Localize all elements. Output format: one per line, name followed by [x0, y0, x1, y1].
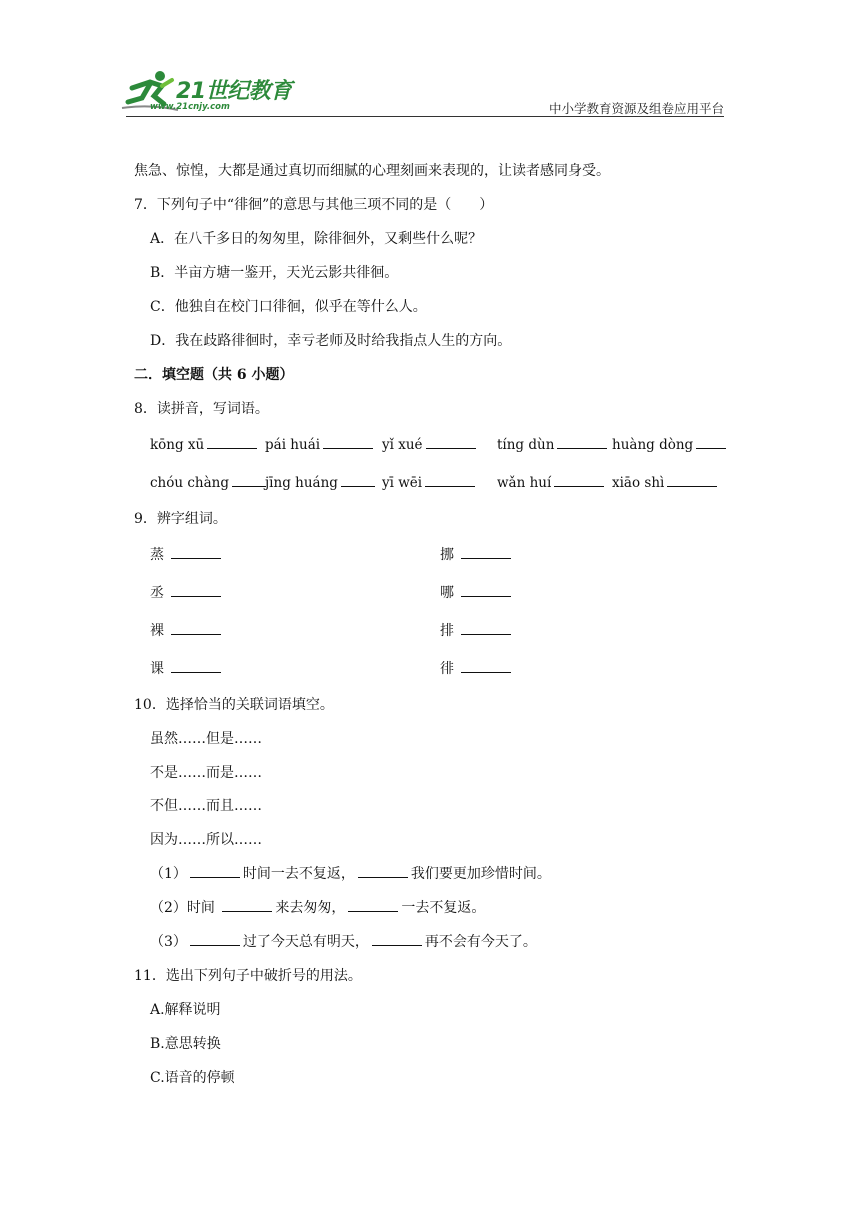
section-title: 二．填空题（共 6 小题）	[134, 367, 294, 383]
pinyin: jīng huáng	[265, 475, 338, 491]
conjunction-pair: 不但……而且……	[150, 798, 262, 814]
pinyin-item	[382, 436, 479, 454]
q9-char-item	[440, 622, 514, 640]
conjunction-pair: 不是……而是……	[150, 765, 262, 781]
pinyin-item	[612, 474, 720, 492]
q9-char: 挪	[440, 547, 454, 563]
q9-char-item	[440, 584, 514, 602]
q9-char: 裸	[150, 623, 164, 639]
q9-char: 课	[150, 661, 164, 677]
q8-stem: 8．读拼音，写词语。	[134, 401, 269, 417]
q9-char: 排	[440, 623, 454, 639]
q9-stem: 9．辨字组词。	[134, 511, 227, 527]
pinyin-item	[497, 474, 607, 492]
answer-blank[interactable]	[696, 436, 726, 449]
pinyin: xiāo shì	[612, 475, 665, 491]
pinyin: yī wēi	[382, 475, 423, 491]
answer-blank[interactable]	[171, 622, 221, 635]
q9-char: 丞	[150, 585, 164, 601]
q7-option-d: D．我在歧路徘徊时，幸亏老师及时给我指点人生的方向。	[150, 333, 512, 349]
pinyin-item	[382, 474, 478, 492]
answer-blank[interactable]	[358, 865, 408, 878]
platform-name: 中小学教育资源及组卷应用平台	[548, 101, 724, 116]
item-number: （2）时间	[150, 900, 220, 916]
pinyin: pái huái	[265, 437, 321, 453]
answer-blank[interactable]	[190, 933, 240, 946]
q10-item-2	[150, 899, 485, 917]
header-divider	[126, 116, 724, 117]
answer-blank[interactable]	[341, 474, 375, 487]
q11-option-b: B.意思转换	[150, 1036, 221, 1052]
answer-blank[interactable]	[348, 899, 398, 912]
q11-option-c: C.语音的停顿	[150, 1070, 235, 1086]
q7-option-a: A．在八千多日的匆匆里，除徘徊外，又剩些什么呢？	[150, 231, 483, 247]
answer-blank[interactable]	[557, 436, 607, 449]
conjunction-pair: 因为……所以……	[150, 832, 262, 848]
answer-blank[interactable]	[461, 546, 511, 559]
answer-blank[interactable]	[232, 474, 266, 487]
item-text: 来去匆匆，	[275, 900, 346, 916]
pinyin-item	[150, 436, 260, 454]
q10-stem: 10．选择恰当的关联词语填空。	[134, 697, 334, 713]
answer-blank[interactable]	[426, 436, 476, 449]
pinyin-item	[265, 474, 378, 492]
logo-title: 21世纪教育	[176, 79, 292, 104]
pinyin: tíng dùn	[497, 437, 555, 453]
item-number: （1）	[150, 866, 187, 882]
item-text: 过了今天总有明天，	[242, 934, 369, 950]
answer-blank[interactable]	[461, 584, 511, 597]
pinyin-item	[497, 436, 610, 454]
conjunction-pair: 虽然……但是……	[150, 731, 262, 747]
item-text: 一去不复返。	[401, 900, 486, 916]
q9-char: 徘	[440, 661, 454, 677]
answer-blank[interactable]	[171, 584, 221, 597]
answer-blank[interactable]	[171, 660, 221, 673]
q9-char-item	[440, 660, 514, 678]
site-logo	[120, 68, 295, 118]
item-text: 我们要更加珍惜时间。	[410, 866, 551, 882]
q11-option-a: A.解释说明	[150, 1002, 221, 1018]
q9-char: 蒸	[150, 547, 164, 563]
answer-blank[interactable]	[461, 660, 511, 673]
pinyin-item	[612, 436, 729, 454]
q7-option-b: B．半亩方塘一鉴开，天光云影共徘徊。	[150, 265, 399, 281]
q11-stem: 11．选出下列句子中破折号的用法。	[134, 968, 362, 984]
q10-item-3	[150, 933, 537, 951]
intro-line: 焦急、惊惶，大都是通过真切而细腻的心理刻画来表现的，让读者感同身受。	[134, 163, 610, 179]
q10-item-1	[150, 865, 551, 883]
item-text: 时间一去不复返，	[242, 866, 355, 882]
answer-blank[interactable]	[190, 865, 240, 878]
pinyin: kōng xū	[150, 437, 205, 453]
answer-blank[interactable]	[425, 474, 475, 487]
answer-blank[interactable]	[222, 899, 272, 912]
pinyin: huàng dòng	[612, 437, 694, 453]
answer-blank[interactable]	[323, 436, 373, 449]
q7-option-c: C．他独自在校门口徘徊，似乎在等什么人。	[150, 299, 427, 315]
answer-blank[interactable]	[554, 474, 604, 487]
answer-blank[interactable]	[667, 474, 717, 487]
q9-char-item	[150, 584, 224, 602]
q9-char: 哪	[440, 585, 454, 601]
q7-stem: 7．下列句子中“徘徊”的意思与其他三项不同的是（ ）	[134, 197, 494, 213]
logo-url: www.21cnjy.com	[150, 102, 230, 112]
answer-blank[interactable]	[207, 436, 257, 449]
pinyin: chóu chàng	[150, 475, 230, 491]
pinyin-item	[150, 474, 269, 492]
pinyin-item	[265, 436, 376, 454]
pinyin: yǐ xué	[382, 437, 423, 453]
item-text: 再不会有今天了。	[424, 934, 537, 950]
pinyin: wǎn huí	[497, 475, 552, 491]
answer-blank[interactable]	[372, 933, 422, 946]
q9-char-item	[440, 546, 514, 564]
q9-char-item	[150, 660, 224, 678]
answer-blank[interactable]	[461, 622, 511, 635]
q9-char-item	[150, 546, 224, 564]
item-number: （3）	[150, 934, 187, 950]
answer-blank[interactable]	[171, 546, 221, 559]
q9-char-item	[150, 622, 224, 640]
